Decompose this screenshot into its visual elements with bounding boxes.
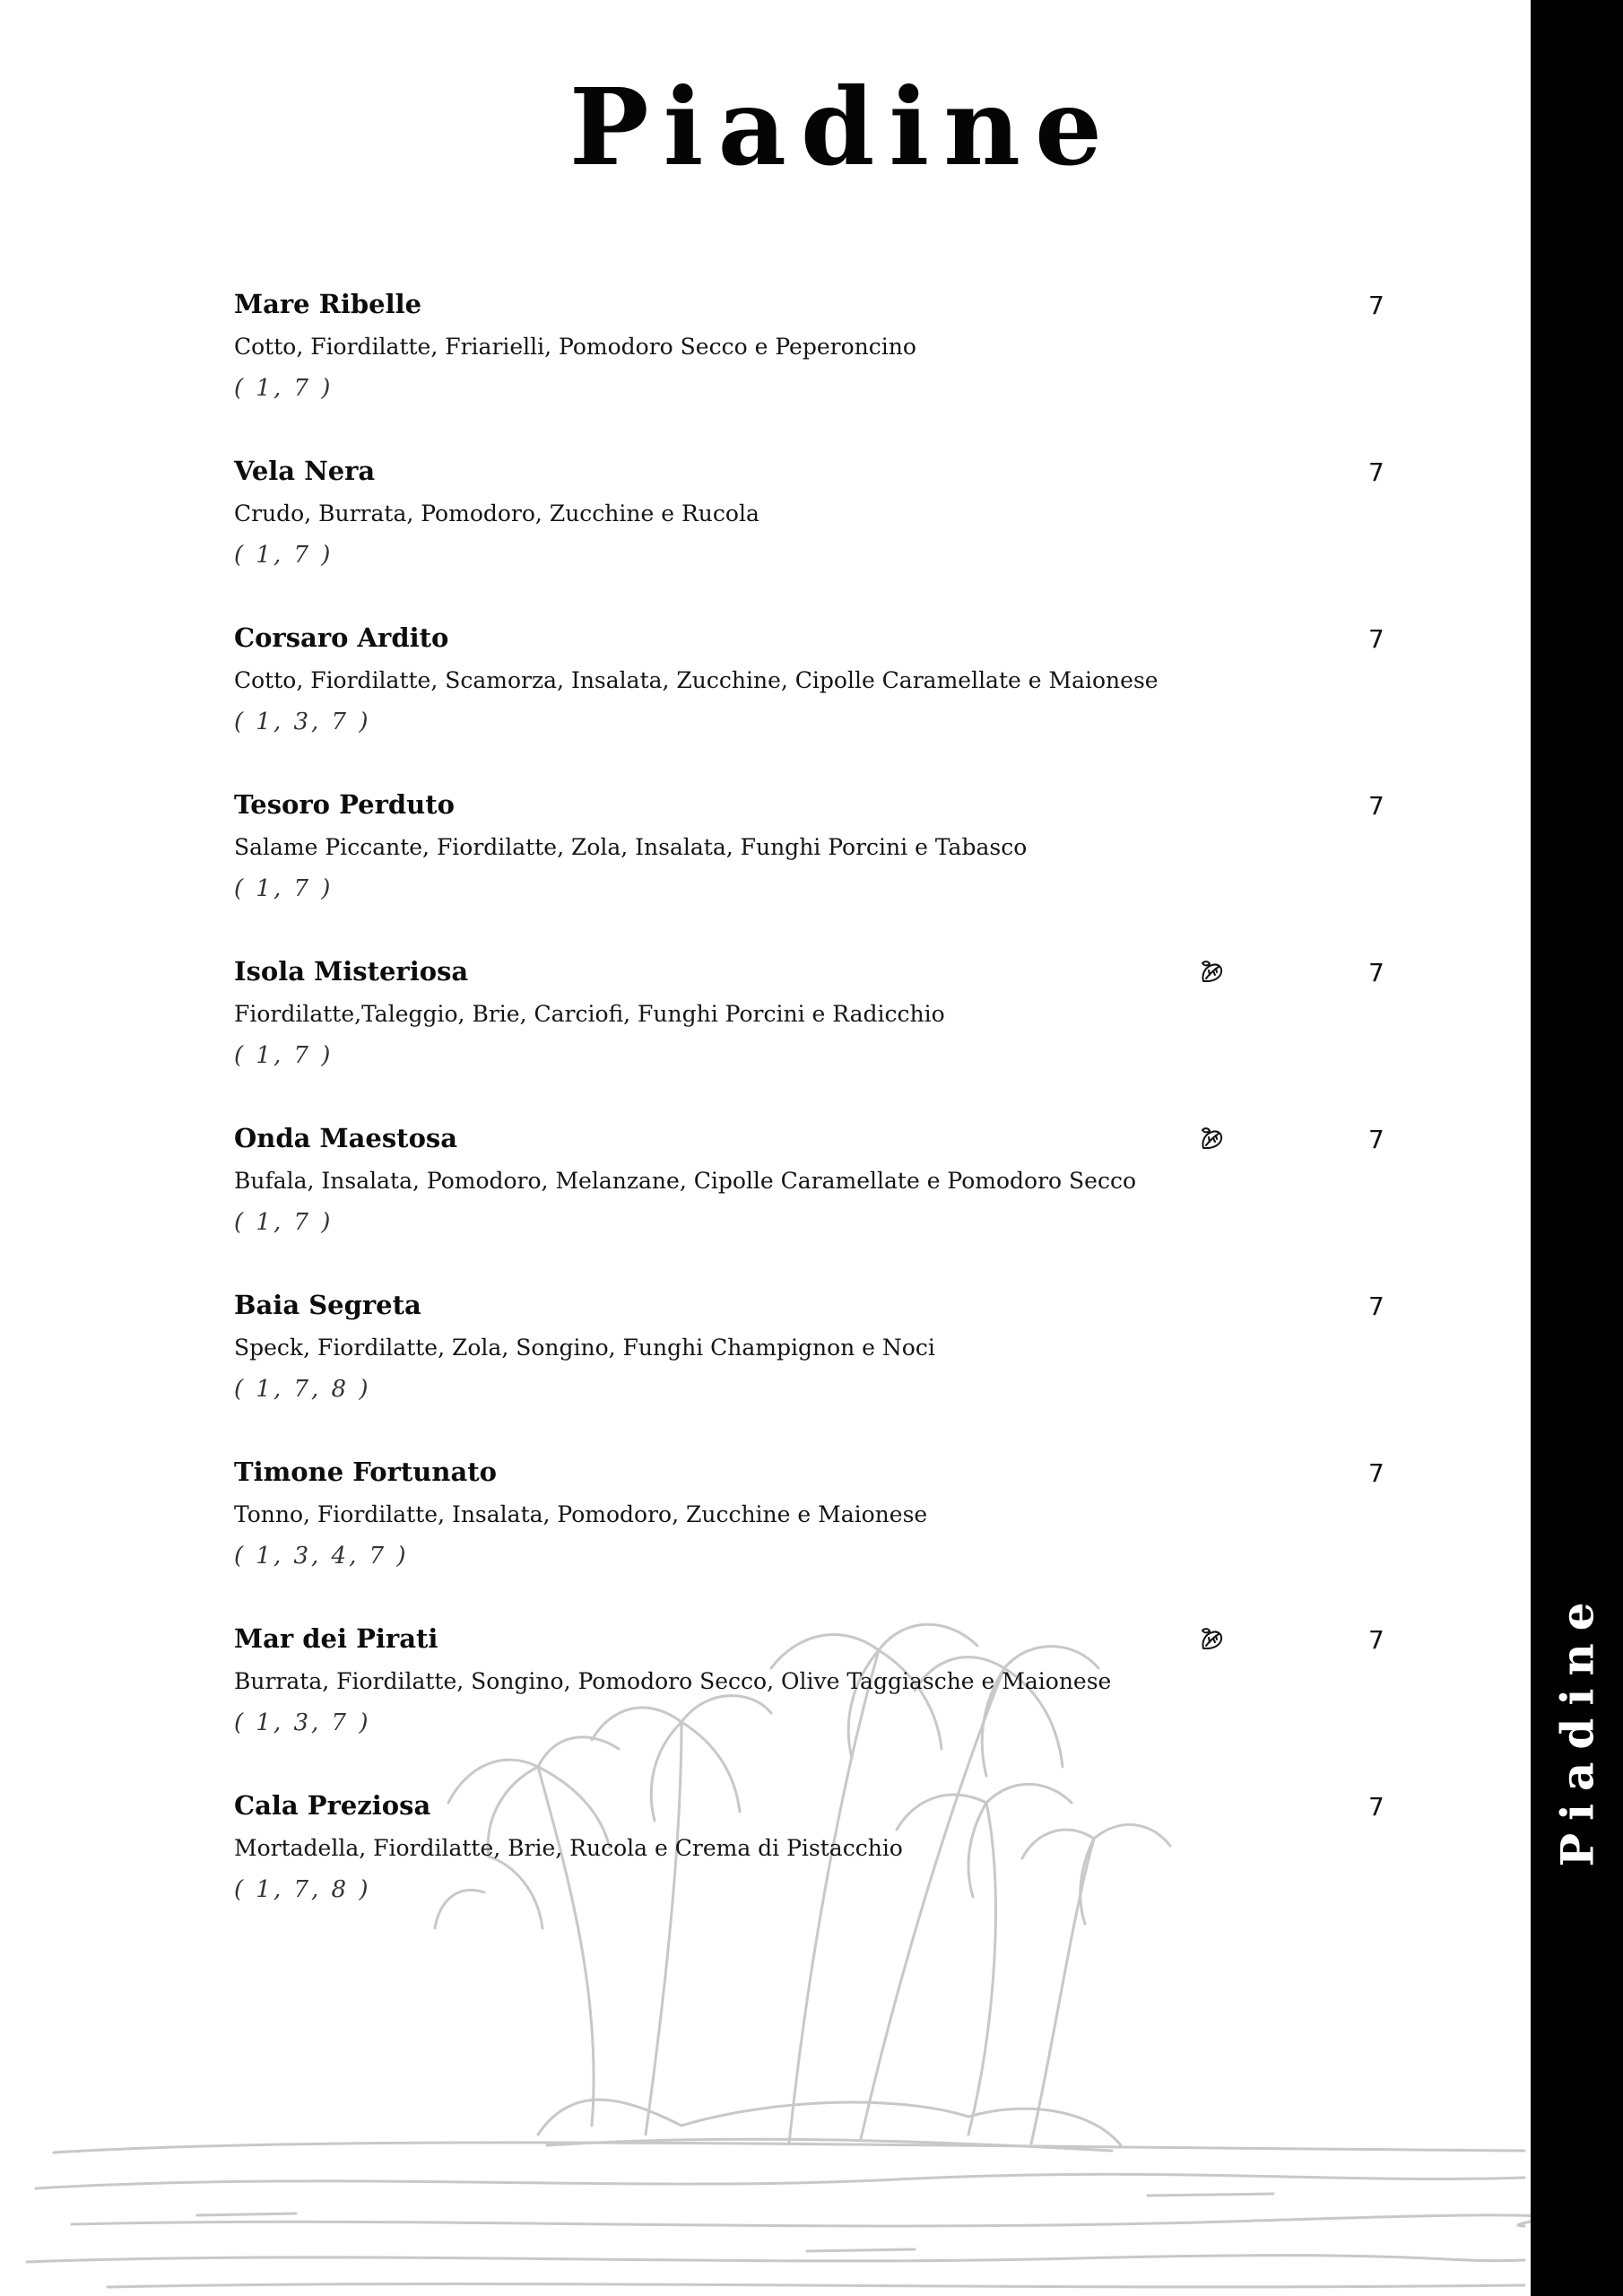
item-allergens: ( 1, 7, 8 ): [234, 1876, 371, 1903]
item-name: Mar dei Pirati: [234, 1623, 438, 1654]
item-price: 7: [1368, 1292, 1384, 1321]
item-name: Corsaro Ardito: [234, 622, 449, 653]
item-description: Cotto, Fiordilatte, Friarielli, Pomodoro Secco e Peperoncino: [234, 334, 916, 360]
item-description: Crudo, Burrata, Pomodoro, Zucchine e Rucola: [234, 500, 759, 526]
item-price: 7: [1368, 1458, 1384, 1488]
item-description: Cotto, Fiordilatte, Scamorza, Insalata, Zucchine, Cipolle Caramellate e Maionese: [234, 667, 1159, 693]
item-description: Salame Piccante, Fiordilatte, Zola, Insalata, Funghi Porcini e Tabasco: [234, 834, 1028, 860]
item-name: Mare Ribelle: [234, 289, 422, 319]
item-price: 7: [1368, 1125, 1384, 1154]
item-allergens: ( 1, 3, 7 ): [234, 1709, 371, 1736]
vegetarian-icon: [1198, 1125, 1225, 1152]
item-allergens: ( 1, 7 ): [234, 375, 334, 402]
item-price: 7: [1368, 1792, 1384, 1822]
item-price: 7: [1368, 791, 1384, 821]
item-name: Isola Misteriosa: [234, 956, 469, 987]
menu-item: [234, 956, 1400, 1123]
menu-list: [234, 289, 1400, 1957]
item-description: Mortadella, Fiordilatte, Brie, Rucola e Crema di Pistacchio: [234, 1835, 903, 1861]
item-name: Cala Preziosa: [234, 1790, 431, 1821]
item-price: 7: [1368, 457, 1384, 487]
menu-item: [234, 1457, 1400, 1623]
menu-item: [234, 289, 1400, 456]
item-allergens: ( 1, 7 ): [234, 542, 334, 569]
menu-item: [234, 622, 1400, 789]
side-band: [1531, 0, 1623, 2296]
item-allergens: ( 1, 7 ): [234, 875, 334, 902]
menu-item: [234, 456, 1400, 622]
item-allergens: ( 1, 7, 8 ): [234, 1376, 371, 1403]
item-name: Baia Segreta: [234, 1290, 421, 1320]
item-allergens: ( 1, 3, 4, 7 ): [234, 1543, 409, 1570]
item-description: Burrata, Fiordilatte, Songino, Pomodoro Secco, Olive Taggiasche e Maionese: [234, 1668, 1112, 1694]
page-title: Piadine: [568, 65, 1117, 189]
item-name: Tesoro Perduto: [234, 789, 455, 820]
item-price: 7: [1368, 624, 1384, 654]
side-title: Piadine: [1550, 1589, 1604, 1867]
item-description: Speck, Fiordilatte, Zola, Songino, Funghi Champignon e Noci: [234, 1335, 935, 1361]
menu-item: [234, 1290, 1400, 1457]
item-name: Vela Nera: [234, 456, 376, 486]
menu-item: [234, 1790, 1400, 1957]
item-price: 7: [1368, 291, 1384, 320]
item-description: Bufala, Insalata, Pomodoro, Melanzane, Cipolle Caramellate e Pomodoro Secco: [234, 1168, 1137, 1194]
vegetarian-icon: [1198, 1625, 1225, 1652]
item-price: 7: [1368, 958, 1384, 987]
item-description: Tonno, Fiordilatte, Insalata, Pomodoro, Zucchine e Maionese: [234, 1501, 928, 1527]
item-price: 7: [1368, 1625, 1384, 1655]
item-name: Timone Fortunato: [234, 1457, 497, 1487]
menu-item: [234, 1623, 1400, 1790]
menu-item: [234, 789, 1400, 956]
item-name: Onda Maestosa: [234, 1123, 458, 1153]
item-allergens: ( 1, 3, 7 ): [234, 709, 371, 735]
item-allergens: ( 1, 7 ): [234, 1209, 334, 1236]
item-description: Fiordilatte,Taleggio, Brie, Carciofi, Funghi Porcini e Radicchio: [234, 1001, 945, 1027]
menu-item: [234, 1123, 1400, 1290]
item-allergens: ( 1, 7 ): [234, 1042, 334, 1069]
vegetarian-icon: [1198, 958, 1225, 985]
